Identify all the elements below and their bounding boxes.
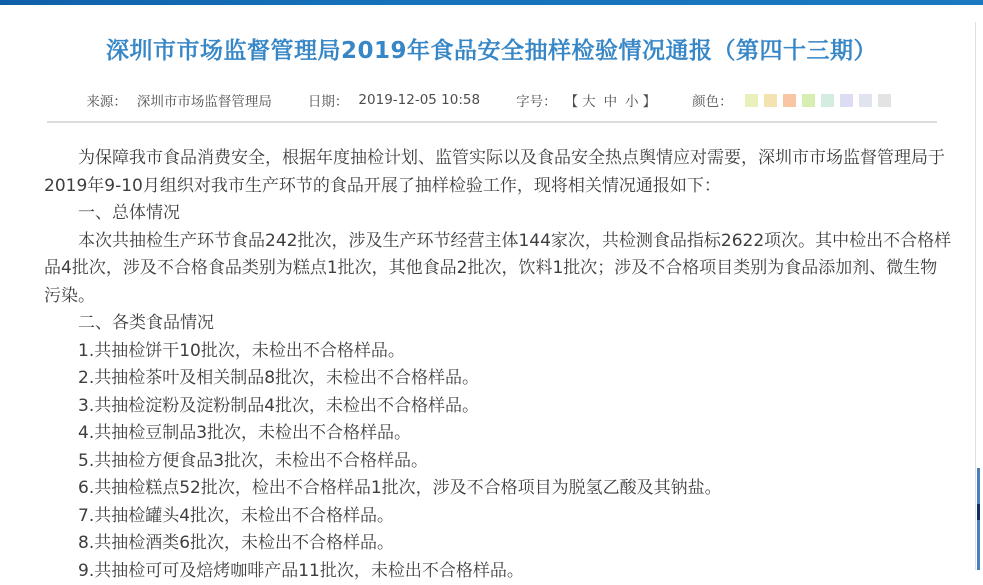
list-item: 9.共抽检可可及焙烤咖啡产品11批次，未检出不合格样品。 [44,558,953,585]
paragraph: 为保障我市食品消费安全，根据年度抽检计划、监管实际以及食品安全热点舆情应对需要，深圳市市场监督管理局于2019年9-10月组织对我市生产环节的食品开展了抽样检验工作，现将相关情况通报如下： [44,145,953,200]
fontsize-bracket-close: 】 [643,90,657,110]
list-item: 3.共抽检淀粉及淀粉制品4批次，未检出不合格样品。 [44,393,953,421]
date-value: 2019-12-05 10:58 [358,92,480,108]
fontsize-bracket-open: 【 [565,90,579,110]
color-swatch[interactable] [821,94,834,107]
fontsize-options [565,90,657,110]
list-item: 7.共抽检罐头4批次，未检出不合格样品。 [44,503,953,531]
meta-fontsize [516,90,656,110]
fontsize-label: 字号： [516,90,557,110]
color-swatches [745,94,897,107]
fontsize-large-button[interactable]: 大 [582,90,596,110]
article-body [0,145,983,585]
color-swatch[interactable] [878,94,891,107]
fontsize-medium-button[interactable]: 中 [604,90,618,110]
fontsize-small-button[interactable]: 小 [625,90,639,110]
color-swatch[interactable] [764,94,777,107]
meta-source [86,90,272,110]
article-meta-bar [0,90,983,110]
scrollbar[interactable] [977,468,980,570]
section-heading: 一、总体情况 [44,200,953,228]
color-swatch[interactable] [859,94,872,107]
meta-color [692,90,897,110]
list-item: 2.共抽检茶叶及相关制品8批次，未检出不合格样品。 [44,365,953,393]
list-item: 5.共抽检方便食品3批次，未检出不合格样品。 [44,448,953,476]
color-swatch[interactable] [783,94,796,107]
top-accent-bar [0,0,983,5]
source-label: 来源： [86,90,127,110]
source-value: 深圳市市场监督管理局 [137,90,272,110]
header-divider [47,121,937,123]
list-item: 6.共抽检糕点52批次，检出不合格样品1批次，涉及不合格项目为脱氢乙酸及其钠盐。 [44,475,953,503]
color-label: 颜色： [692,90,733,110]
page-title: 深圳市市场监督管理局2019年食品安全抽样检验情况通报（第四十三期） [0,0,983,66]
list-item: 8.共抽检酒类6批次，未检出不合格样品。 [44,530,953,558]
scrollbar-thumb[interactable] [977,504,980,520]
list-item: 1.共抽检饼干10批次，未检出不合格样品。 [44,338,953,366]
date-label: 日期： [308,90,349,110]
section-heading: 二、各类食品情况 [44,310,953,338]
list-item: 4.共抽检豆制品3批次，未检出不合格样品。 [44,420,953,448]
right-edge-rule [975,22,976,570]
color-swatch[interactable] [840,94,853,107]
color-swatch[interactable] [745,94,758,107]
color-swatch[interactable] [802,94,815,107]
meta-date [308,90,480,110]
paragraph: 本次共抽检生产环节食品242批次，涉及生产环节经营主体144家次，共检测食品指标2622项次。其中检出不合格样品4批次，涉及不合格食品类别为糕点1批次，其他食品2批次，饮料1批次；涉及不合格项目类别为食品添加剂、微生物污染。 [44,228,953,311]
